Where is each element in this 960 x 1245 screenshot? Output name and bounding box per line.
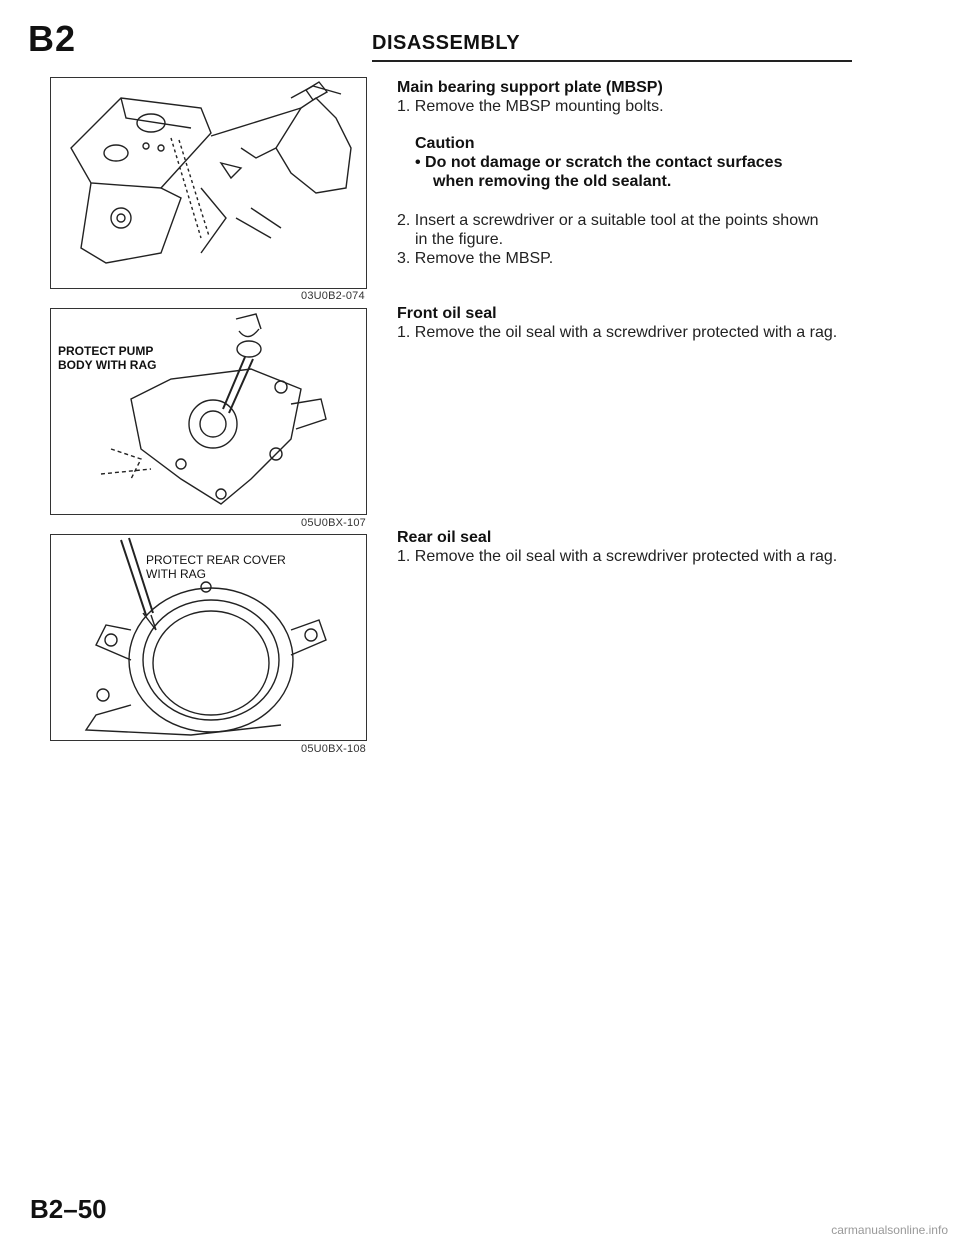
engine-block-illustration <box>51 78 366 288</box>
section-code: B2 <box>28 18 77 59</box>
figure-code: 03U0B2-074 <box>301 290 365 302</box>
step-text: 2. Insert a screwdriver or a suitable tool at the points shown <box>397 212 819 229</box>
step-text: 1. Remove the MBSP mounting bolts. <box>397 98 664 115</box>
step-text: 3. Remove the MBSP. <box>397 250 554 267</box>
figure-front-oil-seal <box>50 308 367 529</box>
oil-pump-illustration <box>51 309 366 514</box>
page-number: B2–50 <box>30 1194 107 1224</box>
figure-code: 05U0BX-108 <box>301 743 366 755</box>
caution-item: • Do not damage or scratch the contact surfaces <box>415 154 783 171</box>
caution-title: Caution <box>415 135 475 152</box>
page-title: DISASSEMBLY <box>372 32 521 54</box>
section-rear-oil-seal <box>397 528 867 566</box>
figure-callout: PROTECT PUMP BODY WITH RAG <box>58 344 157 372</box>
figure-mbsp-removal <box>50 77 367 302</box>
section-heading: Front oil seal <box>397 305 497 322</box>
step-text-cont: in the figure. <box>415 231 504 248</box>
section-heading: Main bearing support plate (MBSP) <box>397 79 663 96</box>
caution-item-cont: when removing the old sealant. <box>433 173 672 190</box>
step-text: 1. Remove the oil seal with a screwdriver protected with a rag. <box>397 548 838 565</box>
section-front-oil-seal <box>397 304 867 342</box>
figure-callout: PROTECT REAR COVER WITH RAG <box>146 553 286 581</box>
section-heading: Rear oil seal <box>397 529 492 546</box>
section-mbsp <box>397 78 867 268</box>
figure-code: 05U0BX-107 <box>301 517 366 529</box>
figure-rear-oil-seal <box>50 534 367 755</box>
watermark: carmanualsonline.info <box>831 1223 948 1237</box>
step-text: 1. Remove the oil seal with a screwdriver protected with a rag. <box>397 324 838 341</box>
title-rule <box>372 60 852 62</box>
